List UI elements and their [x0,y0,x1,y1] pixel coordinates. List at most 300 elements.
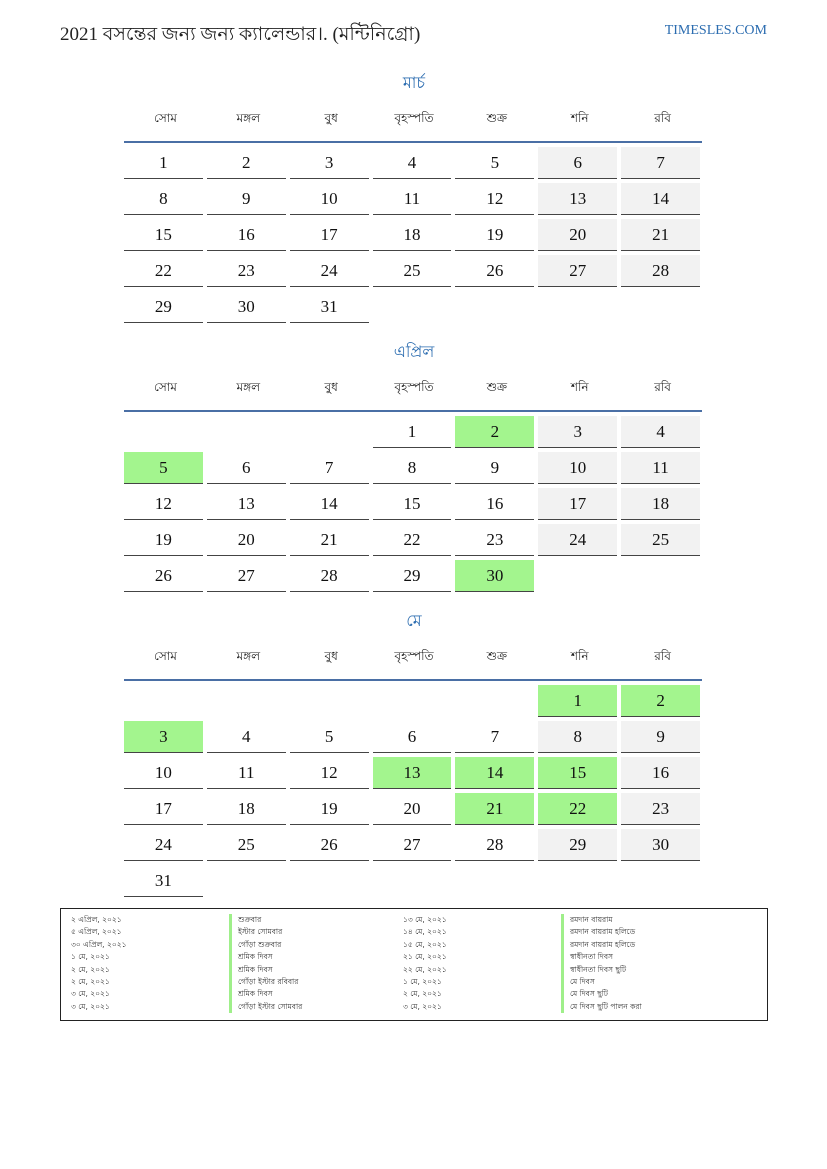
day-number: 3 [124,721,203,753]
day-number: 10 [538,452,617,484]
legend-holiday-name: গোঁড়া ইস্টার রবিবার [229,976,403,988]
day-number: 18 [373,219,452,251]
day-cell[interactable] [373,524,456,560]
legend-date: ৩০ এপ্রিল, ২০২১ [71,939,127,949]
day-number: 4 [373,147,452,179]
day-cell[interactable] [207,219,290,255]
holiday-day-cell[interactable] [538,757,621,793]
legend-holiday-name: মে দিবস [561,976,735,988]
day-cell[interactable] [373,452,456,488]
day-cell[interactable] [290,219,373,255]
week-row [124,721,704,757]
weekend-day-cell[interactable] [621,452,704,488]
day-cell[interactable] [290,793,373,829]
day-number: 20 [538,219,617,251]
month-may [124,608,704,901]
day-number: 3 [290,147,369,179]
week-row [124,757,704,793]
day-number [538,865,617,897]
day-cell[interactable] [207,721,290,757]
weekday-label: রবি [654,111,671,125]
day-cell[interactable] [124,219,207,255]
day-cell[interactable] [290,524,373,560]
weekday-label: শনি [570,649,589,663]
day-number: 11 [373,183,452,215]
day-cell[interactable] [290,452,373,488]
day-number: 9 [621,721,700,753]
day-number: 27 [373,829,452,861]
day-number: 23 [621,793,700,825]
legend-date: ১ মে, ২০২১ [403,976,442,986]
weekday-label: শুক্র [486,380,508,394]
day-number: 19 [455,219,534,251]
day-number: 25 [621,524,700,556]
weekend-day-cell[interactable] [538,255,621,291]
day-cell[interactable] [455,524,538,560]
empty-cell [621,865,704,901]
weekend-day-cell[interactable] [621,721,704,757]
weekday-label: বৃহস্পতি [394,380,434,394]
day-number: 5 [290,721,369,753]
weekday-header [124,110,704,132]
empty-cell [538,291,621,327]
day-number: 10 [290,183,369,215]
day-number: 11 [207,757,286,789]
day-number: 18 [207,793,286,825]
day-cell[interactable] [207,524,290,560]
weekday-label: বুধ [324,380,338,394]
weekend-day-cell[interactable] [538,183,621,219]
day-number: 23 [207,255,286,287]
day-cell[interactable] [124,829,207,865]
day-number: 15 [373,488,452,520]
holiday-day-cell[interactable] [621,685,704,721]
day-number: 30 [621,829,700,861]
weekend-day-cell[interactable] [538,524,621,560]
day-number: 12 [455,183,534,215]
site-link[interactable]: TIMESLES.COM [664,23,767,38]
day-number [455,685,534,717]
legend-date: ৩ মে, ২০২১ [71,989,110,999]
weekday-label: বুধ [324,649,338,663]
day-cell[interactable] [373,793,456,829]
weekday-label: রবি [654,380,671,394]
month-grid [124,416,704,596]
day-number: 12 [124,488,203,520]
day-cell[interactable] [455,219,538,255]
day-number: 27 [207,560,286,592]
day-number [290,416,369,448]
week-row [124,291,704,327]
day-cell[interactable] [290,829,373,865]
legend-holiday-name: স্বাধীনতা দিবস [561,951,735,963]
month-march [124,70,704,327]
page-title: 2021 বসন্তের জন্য জন্য ক্যালেন্ডার।. (মন্টিনিগ্রো) [60,24,421,45]
day-number: 17 [538,488,617,520]
day-cell[interactable] [373,219,456,255]
empty-cell [538,560,621,596]
empty-cell [373,685,456,721]
holiday-day-cell[interactable] [455,416,538,452]
weekend-day-cell[interactable] [538,147,621,183]
day-number: 2 [621,685,700,717]
day-number: 13 [207,488,286,520]
weekend-day-cell[interactable] [621,255,704,291]
day-number [373,291,452,323]
day-cell[interactable] [207,560,290,596]
day-number: 2 [455,416,534,448]
empty-cell [290,685,373,721]
day-number: 30 [455,560,534,592]
week-row [124,255,704,291]
day-number: 31 [290,291,369,323]
legend-date: ১৩ মে, ২০২১ [403,915,447,924]
weekend-day-cell[interactable] [538,219,621,255]
day-number: 14 [290,488,369,520]
day-cell[interactable] [124,865,207,901]
legend-dates-left [71,914,229,1013]
week-row [124,452,704,488]
weekend-day-cell[interactable] [621,147,704,183]
day-number: 17 [290,219,369,251]
day-number [621,560,700,592]
day-number: 6 [538,147,617,179]
day-number: 5 [124,452,203,484]
weekday-label: মঙ্গল [236,649,261,663]
day-number: 24 [290,255,369,287]
day-number: 12 [290,757,369,789]
legend-date: ২ মে, ২০২১ [71,976,110,986]
week-row [124,524,704,560]
day-cell[interactable] [455,452,538,488]
legend-holiday-name: মে দিবস ছুটি পালন করা [561,1001,735,1013]
weekday-header [124,379,704,401]
month-title: এপ্রিল [393,342,435,361]
day-number: 9 [207,183,286,215]
day-cell[interactable] [373,829,456,865]
day-number: 1 [538,685,617,717]
month-grid [124,685,704,901]
day-number: 25 [373,255,452,287]
weekend-day-cell[interactable] [621,219,704,255]
legend-holiday-name: মে দিবস ছুটি [561,988,735,1000]
day-cell[interactable] [373,183,456,219]
weekday-label: সোম [153,649,177,663]
day-number: 4 [621,416,700,448]
weekend-day-cell[interactable] [621,829,704,865]
day-cell[interactable] [290,255,373,291]
weekday-label: সোম [153,380,177,394]
day-cell[interactable] [207,291,290,327]
day-cell[interactable] [373,721,456,757]
day-number: 6 [373,721,452,753]
day-number: 7 [621,147,700,179]
legend-date: ১৫ মে, ২০২১ [403,939,447,949]
day-cell[interactable] [124,793,207,829]
day-cell[interactable] [124,757,207,793]
weekday-label: মঙ্গল [236,380,261,394]
day-cell[interactable] [455,721,538,757]
day-number [207,416,286,448]
day-cell[interactable] [373,488,456,524]
day-cell[interactable] [124,291,207,327]
day-number: 16 [621,757,700,789]
day-number: 4 [207,721,286,753]
day-number: 8 [538,721,617,753]
legend-holiday-name: রমদান বায়রাম [561,914,735,926]
legend-names-right [561,914,735,1013]
day-number [455,291,534,323]
legend-holiday-name: গোঁড়া শুক্রবার [229,939,403,951]
day-number: 26 [124,560,203,592]
day-cell[interactable] [290,560,373,596]
month-title: মার্চ [402,73,426,92]
empty-cell [207,416,290,452]
week-row [124,865,704,901]
weekend-day-cell[interactable] [621,757,704,793]
day-cell[interactable] [455,183,538,219]
holiday-day-cell[interactable] [538,793,621,829]
header-divider [124,410,702,412]
day-cell[interactable] [207,829,290,865]
week-row [124,685,704,721]
weekday-label: শুক্র [486,649,508,663]
legend-date: ৫ এপ্রিল, ২০২১ [71,927,122,937]
day-cell[interactable] [207,147,290,183]
day-number: 24 [124,829,203,861]
week-row [124,219,704,255]
weekday-label: সোম [153,111,177,125]
day-cell[interactable] [290,147,373,183]
day-cell[interactable] [455,829,538,865]
empty-cell [538,865,621,901]
empty-cell [124,416,207,452]
day-number: 20 [207,524,286,556]
empty-cell [290,865,373,901]
weekend-day-cell[interactable] [621,488,704,524]
day-cell[interactable] [455,255,538,291]
day-number: 26 [290,829,369,861]
day-number: 14 [621,183,700,215]
empty-cell [373,291,456,327]
legend-holiday-name: রমদান বায়রাম হলিডে [561,939,735,951]
header-divider [124,679,702,681]
month-title: মে [406,611,422,630]
weekend-day-cell[interactable] [538,452,621,488]
weekend-day-cell[interactable] [538,488,621,524]
legend-date: ২১ মে, ২০২১ [403,952,447,962]
weekend-day-cell[interactable] [538,829,621,865]
day-number: 28 [455,829,534,861]
week-row [124,147,704,183]
day-cell[interactable] [373,560,456,596]
week-row [124,416,704,452]
day-number: 22 [538,793,617,825]
day-number: 31 [124,865,203,897]
legend-holiday-name: শ্রমিক দিবস [229,988,403,1000]
weekend-day-cell[interactable] [621,416,704,452]
day-number: 26 [455,255,534,287]
legend-date: ১৪ মে, ২০২১ [403,927,447,937]
day-cell[interactable] [207,793,290,829]
day-cell[interactable] [207,452,290,488]
holiday-day-cell[interactable] [373,757,456,793]
day-number [538,291,617,323]
day-number [373,685,452,717]
day-cell[interactable] [124,147,207,183]
day-number: 8 [124,183,203,215]
day-number: 21 [290,524,369,556]
day-cell[interactable] [207,488,290,524]
day-number: 18 [621,488,700,520]
legend-holiday-name: রমদান বায়রাম হলিডে [561,926,735,938]
legend-date: ২ মে, ২০২১ [403,989,442,999]
day-number: 25 [207,829,286,861]
day-number [124,416,203,448]
day-cell[interactable] [373,147,456,183]
day-cell[interactable] [455,147,538,183]
holiday-day-cell[interactable] [455,757,538,793]
day-cell[interactable] [207,183,290,219]
day-number: 13 [538,183,617,215]
legend-holiday-name: গোঁড়া ইস্টার সোমবার [229,1001,403,1013]
empty-cell [373,865,456,901]
legend-holiday-name: স্বাধীনতা দিবস ছুটি [561,964,735,976]
legend-holiday-name: ইস্টার সোমবার [229,926,403,938]
empty-cell [455,291,538,327]
empty-cell [455,685,538,721]
weekday-label: শুক্র [486,111,508,125]
weekend-day-cell[interactable] [621,524,704,560]
legend-date: ২ মে, ২০২১ [71,964,110,974]
day-number: 20 [373,793,452,825]
day-number: 13 [373,757,452,789]
weekday-label: বৃহস্পতি [394,111,434,125]
empty-cell [207,865,290,901]
day-cell[interactable] [290,291,373,327]
day-number: 23 [455,524,534,556]
day-number: 1 [373,416,452,448]
day-number: 29 [373,560,452,592]
day-number: 21 [621,219,700,251]
day-cell[interactable] [290,721,373,757]
day-cell[interactable] [290,183,373,219]
holiday-day-cell[interactable] [455,793,538,829]
day-cell[interactable] [290,488,373,524]
day-number: 3 [538,416,617,448]
day-cell[interactable] [124,560,207,596]
day-number [621,865,700,897]
week-row [124,829,704,865]
day-cell[interactable] [124,524,207,560]
legend-holiday-name: শ্রমিক দিবস [229,964,403,976]
day-cell[interactable] [290,757,373,793]
weekday-label: শনি [570,111,589,125]
weekend-day-cell[interactable] [621,183,704,219]
day-number: 22 [124,255,203,287]
month-grid [124,147,704,327]
day-number: 7 [290,452,369,484]
day-number: 29 [124,291,203,323]
week-row [124,183,704,219]
day-cell[interactable] [373,416,456,452]
day-number: 19 [290,793,369,825]
holiday-day-cell[interactable] [455,560,538,596]
day-cell[interactable] [207,255,290,291]
legend-date: ২২ মে, ২০২১ [403,964,447,974]
weekday-label: বৃহস্পতি [394,649,434,663]
day-number [373,865,452,897]
legend-dates-right [403,914,561,1013]
empty-cell [207,685,290,721]
weekday-label: শনি [570,380,589,394]
day-number: 28 [621,255,700,287]
day-number: 24 [538,524,617,556]
legend-date: ৩ মে, ২০২১ [403,1001,442,1011]
day-cell[interactable] [124,488,207,524]
day-number: 27 [538,255,617,287]
day-number [621,291,700,323]
holiday-day-cell[interactable] [538,685,621,721]
day-number [290,685,369,717]
day-cell[interactable] [455,488,538,524]
day-number: 9 [455,452,534,484]
empty-cell [290,416,373,452]
day-number: 10 [124,757,203,789]
day-number: 11 [621,452,700,484]
day-number: 21 [455,793,534,825]
empty-cell [124,685,207,721]
day-number: 19 [124,524,203,556]
holiday-day-cell[interactable] [124,721,207,757]
day-number [455,865,534,897]
day-number [538,560,617,592]
day-number [207,685,286,717]
day-number: 16 [207,219,286,251]
day-cell[interactable] [124,255,207,291]
legend-holiday-name: শ্রমিক দিবস [229,951,403,963]
empty-cell [455,865,538,901]
weekend-day-cell[interactable] [621,793,704,829]
day-number: 8 [373,452,452,484]
day-number: 29 [538,829,617,861]
week-row [124,793,704,829]
holiday-legend [60,908,768,1021]
day-cell[interactable] [124,183,207,219]
day-cell[interactable] [207,757,290,793]
day-number: 1 [124,147,203,179]
weekday-label: মঙ্গল [236,111,261,125]
weekday-label: রবি [654,649,671,663]
weekend-day-cell[interactable] [538,721,621,757]
day-number: 16 [455,488,534,520]
week-row [124,560,704,596]
day-number: 14 [455,757,534,789]
day-number: 7 [455,721,534,753]
day-number: 2 [207,147,286,179]
day-number: 6 [207,452,286,484]
day-number: 17 [124,793,203,825]
holiday-day-cell[interactable] [124,452,207,488]
legend-names-left [229,914,403,1013]
day-number: 15 [124,219,203,251]
day-number [124,685,203,717]
legend-date: ২ এপ্রিল, ২০২১ [71,915,122,924]
weekday-label: বুধ [324,111,338,125]
day-number: 30 [207,291,286,323]
day-cell[interactable] [373,255,456,291]
weekend-day-cell[interactable] [538,416,621,452]
